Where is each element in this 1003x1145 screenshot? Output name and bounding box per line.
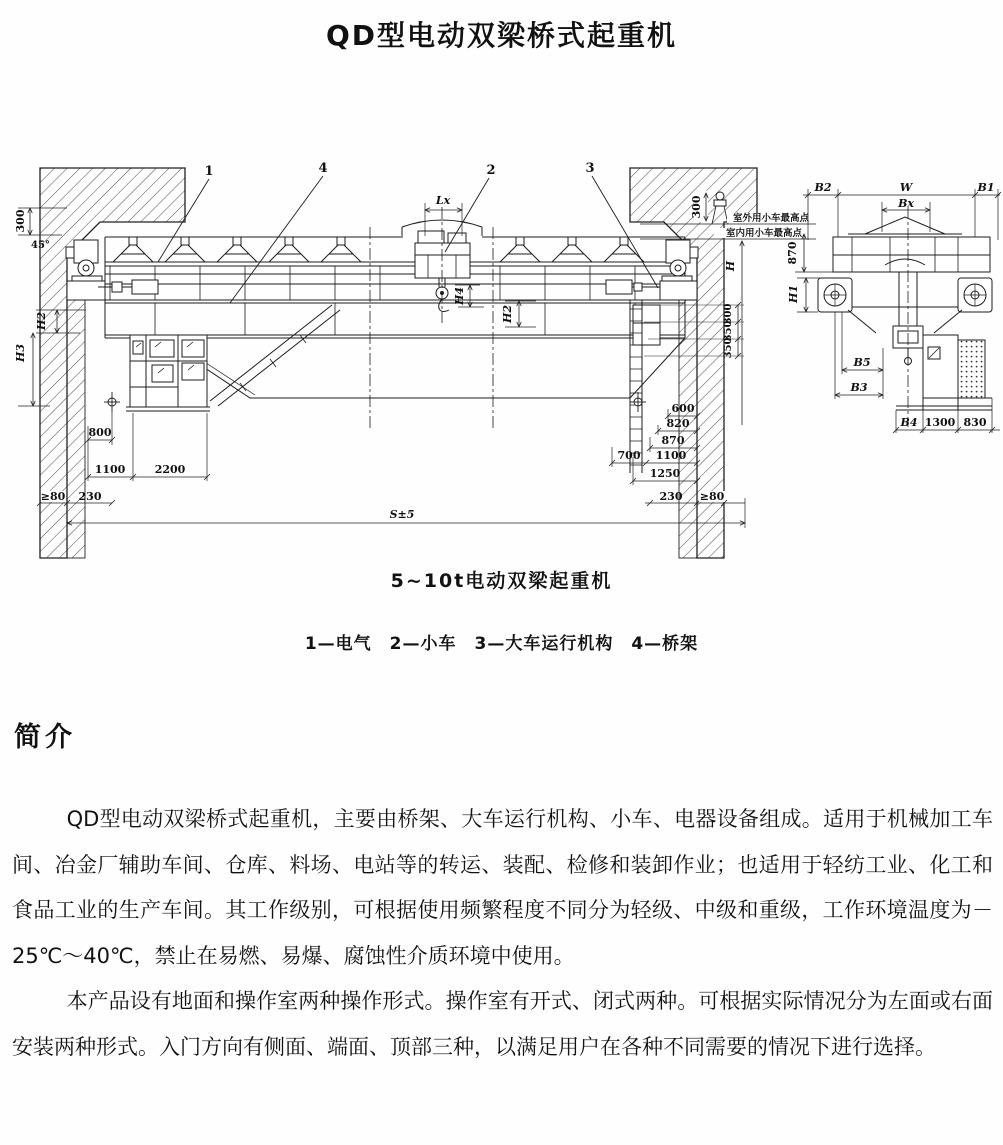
figure-legend: 1—电气 2—小车 3—大车运行机构 4—桥架 (304, 634, 699, 654)
dim-cab-2200: 2200 (154, 463, 186, 476)
dim-side-870: 870 (786, 241, 799, 265)
intro-paragraph-2: 本产品设有地面和操作室两种操作形式。操作室有开式、闭式两种。可根据实际情况分为左面或右面安装两种形式。入门方向有侧面、端面、顶部三种，以满足用户在各种不同需要的情况下进行选择。 (12, 989, 993, 1059)
callout-4-bridge-frame: 4 (318, 161, 328, 176)
dim-h1: H1 (787, 284, 800, 304)
dim-230-left: 230 (78, 490, 102, 503)
dim-b4: B4 (900, 416, 918, 429)
dim-b3: B3 (850, 381, 868, 394)
dim-cab-1100: 1100 (94, 463, 126, 476)
page-title: QD型电动双梁桥式起重机 (325, 19, 678, 52)
side-view (795, 189, 1001, 433)
dim-c820: 820 (666, 417, 690, 430)
figure-caption: 5~10t电动双梁起重机 (390, 570, 613, 592)
dim-hook-800: 800 (88, 426, 112, 439)
intro-paragraph-1: QD型电动双梁桥式起重机，主要由桥架、大车运行机构、小车、电器设备组成。适用于机械加工车间、冶金厂辅助车间、仓库、料场、电站等的转运、装配、检修和装卸作业；也适用于轻纺工业、化工和食品工业的生产车间。其工作级别，可根据使用频繁程度不同分为轻级、中级和重级，工作环境温度为－25℃～40℃，禁止在易燃、易爆、腐蚀性介质环境中使用。 (12, 807, 993, 968)
dim-ge80-left: ≥80 (40, 490, 66, 503)
dim-wall-top-300: 300 (14, 209, 27, 233)
dim-h2-left: H2 (35, 311, 48, 331)
dim-v300: 300 (723, 303, 734, 325)
note-outdoor-trolley-max: 室外用小车最高点 (732, 213, 810, 224)
note-indoor-trolley-max: 室内用小车最高点 (725, 228, 803, 239)
wall-ladder (630, 300, 660, 473)
dim-b5: B5 (853, 356, 871, 369)
callout-2-trolley: 2 (486, 163, 496, 178)
dim-v350b: 350 (723, 337, 734, 359)
walkway-stands (113, 237, 644, 262)
dim-span-s5: S±5 (389, 508, 415, 521)
dim-h2-mid: H2 (501, 304, 514, 324)
left-end-truck (66, 240, 158, 300)
dim-c700: 700 (617, 449, 641, 462)
dim-w: W (899, 181, 913, 194)
dim-chamfer-angle: 45° (31, 240, 50, 251)
callout-3-travel-mechanism: 3 (585, 161, 595, 176)
dim-bx: Bx (898, 197, 914, 210)
dim-230-right: 230 (659, 490, 683, 503)
dim-c870: 870 (661, 434, 685, 447)
dim-v350a: 350 (723, 320, 734, 342)
dim-ge80-right: ≥80 (699, 490, 725, 503)
dim-1300: 1300 (924, 416, 956, 429)
dim-b2: B2 (814, 181, 832, 194)
right-end-truck-drive (606, 240, 698, 300)
intro-text (12, 797, 993, 1070)
dim-h4-hook: H4 (453, 286, 466, 306)
operator-cab (126, 305, 340, 411)
section-heading: 简介 (14, 722, 76, 753)
dim-b1: B1 (977, 181, 995, 194)
dim-hall-h: H (724, 260, 737, 272)
dim-c1250: 1250 (649, 467, 681, 480)
dim-lx: Lx (435, 194, 451, 207)
dim-h3-left: H3 (14, 343, 27, 363)
dimension-lines (18, 191, 745, 528)
crane-technical-drawing (0, 95, 1003, 565)
dim-c1100: 1100 (655, 449, 687, 462)
dim-830: 830 (963, 416, 987, 429)
callout-1-electrical: 1 (204, 164, 214, 179)
dim-roof-300: 300 (690, 195, 703, 219)
dim-c600: 600 (671, 402, 695, 415)
